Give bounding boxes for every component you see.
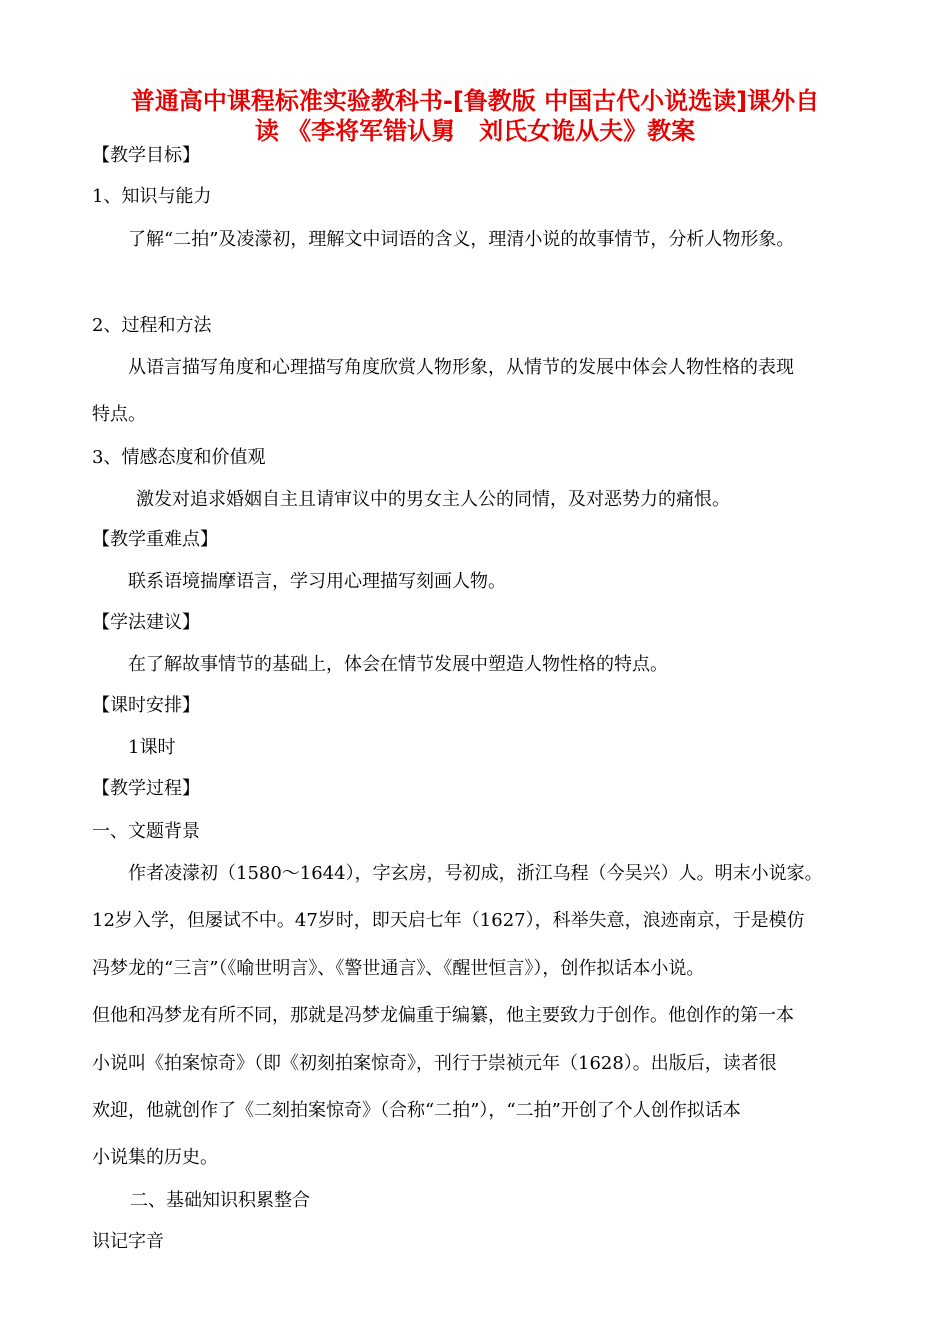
paragraph-line: 12岁入学，但屡试不中。47岁时，即天启七年（1627），科举失意，浪迹南京，于是模仿 xyxy=(92,910,805,931)
class-hours-body: 1课时 xyxy=(128,737,176,758)
section-1-heading: 一、文题背景 xyxy=(92,821,200,842)
paragraph-line: 小说叫《拍案惊奇》（即《初刻拍案惊奇》，刊行于崇祯元年（1628）。出版后，读者很 xyxy=(92,1053,777,1074)
heading-study-method: 【学法建议】 xyxy=(92,612,200,633)
goal-2-body-line-2: 特点。 xyxy=(92,404,146,425)
heading-class-hours: 【课时安排】 xyxy=(92,695,200,716)
goal-2-heading: 2、过程和方法 xyxy=(92,315,212,336)
paragraph-line: 小说集的历史。 xyxy=(92,1147,218,1168)
key-points-body: 联系语境揣摩语言，学习用心理描写刻画人物。 xyxy=(128,571,506,592)
study-method-body: 在了解故事情节的基础上，体会在情节发展中塑造人物性格的特点。 xyxy=(128,654,668,675)
paragraph-line: 作者凌濛初（1580～1644），字玄房，号初成，浙江乌程（今吴兴）人。明末小说家。 xyxy=(128,863,823,884)
title-line-2: 读 《李将军错认舅 刘氏女诡从夫》教案 xyxy=(254,117,696,145)
paragraph-line: 但他和冯梦龙有所不同，那就是冯梦龙偏重于编纂，他主要致力于创作。他创作的第一本 xyxy=(92,1005,794,1026)
goal-3-heading: 3、情感态度和价值观 xyxy=(92,447,266,468)
heading-teaching-goals: 【教学目标】 xyxy=(92,145,200,166)
goal-2-body-line-1: 从语言描写角度和心理描写角度欣赏人物形象，从情节的发展中体会人物性格的表现 xyxy=(128,357,794,378)
goal-3-body: 激发对追求婚姻自主且请审议中的男女主人公的同情，及对恶势力的痛恨。 xyxy=(136,489,730,510)
goal-1-heading: 1、知识与能力 xyxy=(92,186,212,207)
section-2-subheading: 识记字音 xyxy=(92,1231,164,1252)
paragraph-line: 欢迎，他就创作了《二刻拍案惊奇》（合称“二拍”），“二拍”开创了个人创作拟话本 xyxy=(92,1100,741,1121)
goal-1-body: 了解“二拍”及凌濛初，理解文中词语的含义，理清小说的故事情节，分析人物形象。 xyxy=(128,229,795,250)
paragraph-line: 冯梦龙的“三言”（《喻世明言》、《警世通言》、《醒世恒言》），创作拟话本小说。 xyxy=(92,958,705,979)
heading-teaching-process: 【教学过程】 xyxy=(92,778,200,799)
heading-key-points: 【教学重难点】 xyxy=(92,529,218,550)
title-line-1: 普通高中课程标准实验教科书-[鲁教版 中国古代小说选读]课外自 xyxy=(130,87,820,115)
section-2-heading: 二、基础知识积累整合 xyxy=(130,1190,310,1211)
